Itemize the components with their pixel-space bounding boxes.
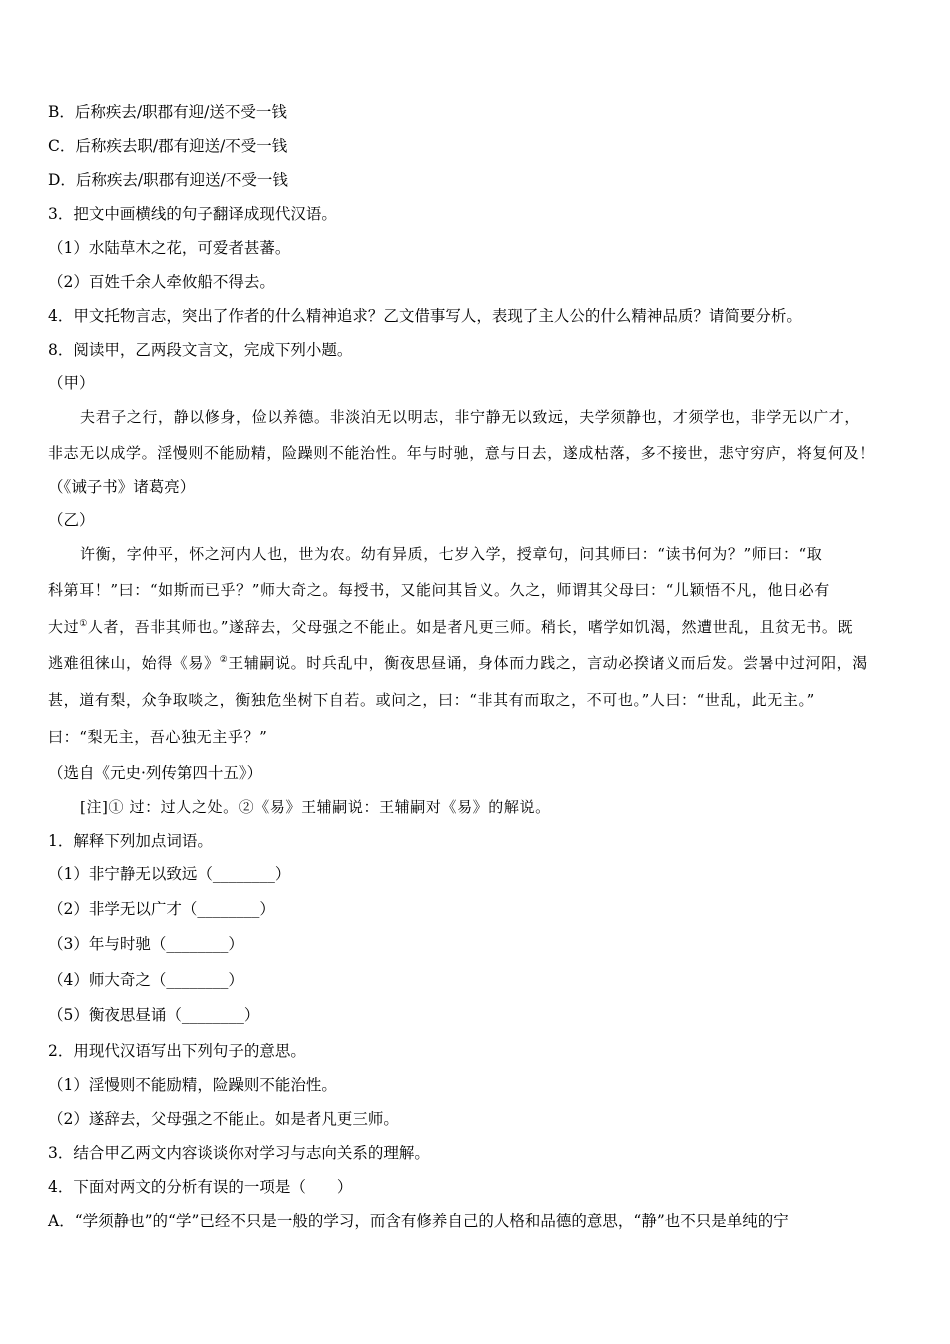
sub-question-2-item: （2）遂辞去，父母强之不能止。如是者凡更三师。: [48, 1110, 399, 1128]
passage-yi-fragment: 王辅嗣说。时兵乱中，衡夜思昼诵，身体而力践之，言动必揆诸义而后发。尝暑中过河阳，渴: [228, 654, 868, 672]
option-b: B．后称疾去/职郡有迎/送不受一钱: [48, 103, 287, 121]
question-3-title: 3．把文中画横线的句子翻译成现代汉语。: [48, 205, 337, 223]
sub-question-2-title: 2．用现代汉语写出下列句子的意思。: [48, 1042, 306, 1060]
footnote-mark: ②: [219, 655, 229, 665]
footnote-mark: ①: [79, 619, 88, 629]
option-c: C．后称疾去职/郡有迎送/不受一钱: [48, 137, 288, 155]
passage-yi-fragment: 人者，吾非其师也。”遂辞去，父母强之不能止。如是者凡更三师。稍长，嗜学如饥渴，然遭世乱，且贫无书。既: [87, 618, 854, 636]
sub-question-1-item: （1）非宁静无以致远（________）: [48, 865, 291, 883]
passage-yi-line: 科第耳！”曰：“如斯而已乎？”师大奇之。每授书，又能问其旨义。久之，师谓其父母曰：“儿颖悟不凡，他日必有: [48, 581, 830, 599]
sub-question-1-item: （5）衡夜思昼诵（________）: [48, 1006, 260, 1024]
sub-question-3-title: 3．结合甲乙两文内容谈谈你对学习与志向关系的理解。: [48, 1144, 430, 1162]
passage-yi-fragment: 大过: [48, 618, 80, 636]
question-3-item: （1）水陆草木之花，可爱者甚蕃。: [48, 239, 291, 257]
sub-question-1-item: （4）师大奇之（________）: [48, 971, 244, 989]
sub-question-1-item: （3）年与时驰（________）: [48, 935, 244, 953]
passage-jia-line: 夫君子之行，静以修身，俭以养德。非淡泊无以明志，非宁静无以致远，夫学须静也，才须学也，非学无以广才，: [80, 408, 861, 426]
passage-yi-label: （乙）: [48, 511, 95, 529]
passage-yi-line: 甚，道有梨，众争取啖之，衡独危坐树下自若。或问之，曰：“非其有而取之，不可也。”人曰：“世乱，此无主。”: [48, 691, 815, 709]
passage-note: [注]① 过：过人之处。②《易》王辅嗣说：王辅嗣对《易》的解说。: [80, 798, 551, 816]
sub-question-4-title: 4．下面对两文的分析有误的一项是（ ）: [48, 1178, 353, 1196]
option-d: D．后称疾去/职郡有迎送/不受一钱: [48, 171, 288, 189]
passage-yi-line: [48, 653, 868, 673]
sub-question-2-item: （1）淫慢则不能励精，险躁则不能治性。: [48, 1076, 337, 1094]
passage-yi-line: 许衡，字仲平，怀之河内人也，世为农。幼有异质，七岁入学，授章句，问其师曰：“读书何为？”师曰：“取: [80, 545, 823, 563]
passage-jia-source: （《诫子书》诸葛亮）: [48, 478, 196, 496]
passage-yi-fragment: 逃难徂徕山，始得《易》: [48, 654, 220, 672]
question-3-item: （2）百姓千余人牵攸船不得去。: [48, 273, 275, 291]
passage-jia-line: 非志无以成学。淫慢则不能励精，险躁则不能治性。年与时驰，意与日去，遂成枯落，多不接世，悲守穷庐，将复何及！: [48, 444, 875, 462]
sub-question-1-title: 1．解释下列加点词语。: [48, 832, 213, 850]
passage-jia-label: （甲）: [48, 374, 95, 392]
passage-yi-line: [48, 617, 853, 637]
question-4-title: 4．甲文托物言志，突出了作者的什么精神追求？乙文借事写人，表现了主人公的什么精神品质？请简要分析。: [48, 307, 802, 325]
section-8-title: 8．阅读甲，乙两段文言文，完成下列小题。: [48, 341, 353, 359]
passage-yi-source: （选自《元史·列传第四十五》）: [48, 764, 263, 782]
passage-yi-line: 曰：“梨无主，吾心独无主乎？”: [48, 728, 268, 746]
sub-question-4-option-a: A．“学须静也”的“学”已经不只是一般的学习，而含有修养自己的人格和品德的意思，“静”也不只是单纯的宁: [48, 1212, 789, 1230]
sub-question-1-item: （2）非学无以广才（________）: [48, 900, 275, 918]
